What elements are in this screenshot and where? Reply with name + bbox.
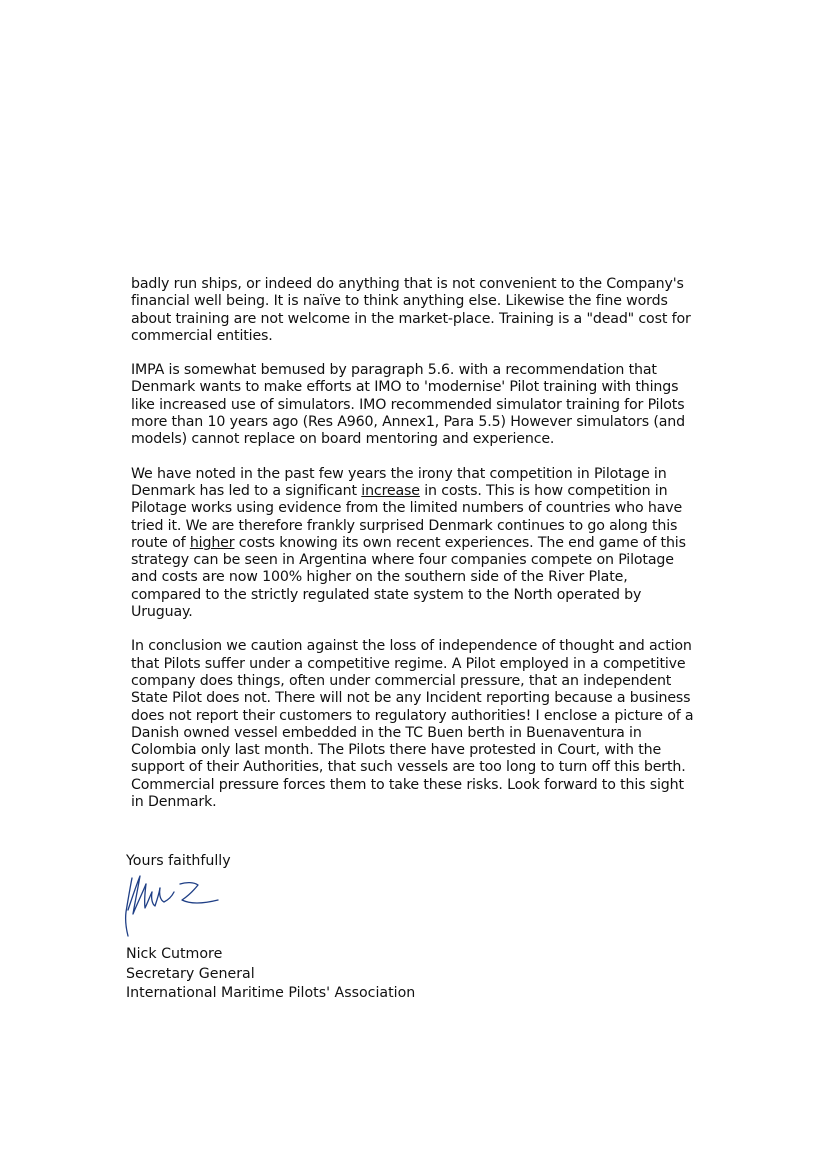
paragraph-text: We have noted in the past few years the irony that competition in Pilotage in Denmark has led to a significant (131, 465, 667, 499)
letter-paragraph (131, 466, 697, 622)
handwritten-signature (118, 870, 238, 940)
letter-paragraph (131, 638, 697, 811)
paragraph-text: IMPA is somewhat bemused by paragraph 5.6. with a recommendation that Denmark wants to make efforts at IMO to 'modernise' Pilot training with things like increased use of simulators. IMO recommended simulator training for Pilots more than 10 years ago (Res A960, Annex1, Para 5.5) However simulators (and models) cannot replace on board mentoring and experience. (131, 362, 685, 448)
signatory-name: Nick Cutmore (126, 946, 223, 962)
paragraph-text: badly run ships, or indeed do anything that is not convenient to the Company's financial well being. It is naïve to think anything else. Likewise the fine words about training are not welcome in the market-place. Training is a "dead" cost for commercial entities. (131, 276, 691, 344)
closing-salutation: Yours faithfully (126, 853, 231, 869)
paragraph-text: costs knowing its own recent experiences. The end game of this strategy can be seen in Argentina where four companies compete on Pilotage and costs are now 100% higher on the southern side of the River Plate, compared to the strictly regulated state system to the North operated by Uruguay. (131, 534, 686, 621)
letter-paragraph (131, 362, 697, 448)
underlined-emphasis: higher (189, 534, 235, 551)
paragraph-text: in costs. This is how competition in Pilotage works using evidence from the limited numbers of countries who have tried it. We are therefore frankly surprised Denmark continues to go along this route of (131, 482, 683, 551)
letter-body (131, 276, 697, 828)
letter-paragraph (131, 276, 697, 345)
signature-block (126, 945, 415, 1004)
paragraph-text: In conclusion we caution against the loss of independence of thought and action that Pilots suffer under a competitive regime. A Pilot employed in a competitive company does things, often under commercial pressure, that an independent State Pilot does not. There will not be any Incident reporting because a business does not report their customers to regulatory authorities! I enclose a picture of a Danish owned vessel embedded in the TC Buen berth in Buenaventura in Colombia only last month. The Pilots there have protested in Court, with the support of their Authorities, that such vessels are too long to turn off this berth. Commercial pressure forces them to take these risks. Look forward to this sight in Denmark. (131, 638, 694, 811)
signatory-organization: International Maritime Pilots' Association (126, 985, 416, 1001)
underlined-emphasis: increase (361, 482, 420, 499)
signatory-title: Secretary General (126, 965, 255, 982)
